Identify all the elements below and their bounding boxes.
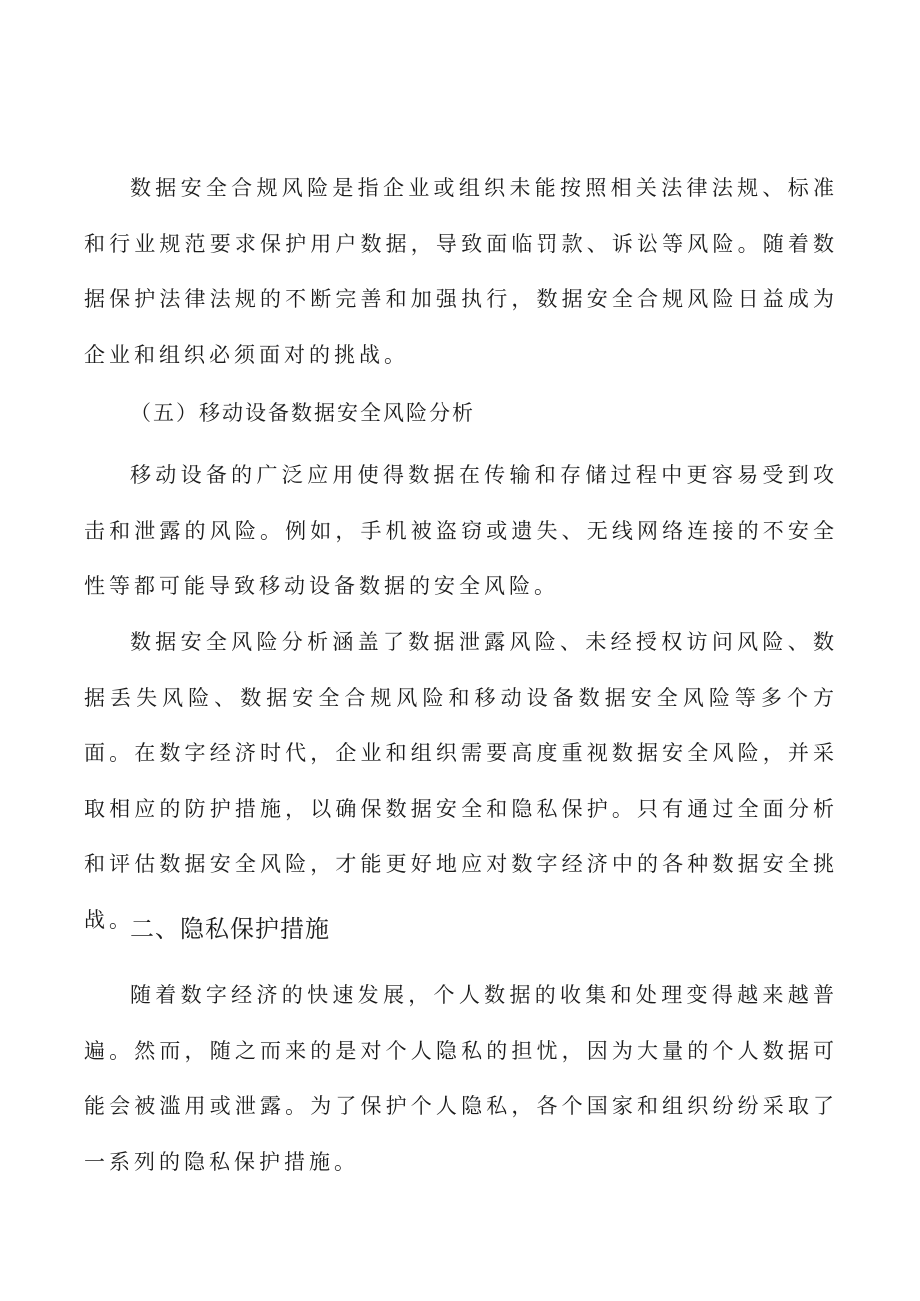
paragraph-privacy-intro: 随着数字经济的快速发展，个人数据的收集和处理变得越来越普遍。然而，随之而来的是对个人隐私的担忧，因为大量的个人数据可能会被滥用或泄露。为了保护个人隐私，各个国家和组织纷纷采取了一系列的隐私保护措施。 [84, 983, 838, 1174]
paragraph-risk-summary: 数据安全风险分析涵盖了数据泄露风险、未经授权访问风险、数据丢失风险、数据安全合规风险和移动设备数据安全风险等多个方面。在数字经济时代，企业和组织需要高度重视数据安全风险，并采取相应的防护措施，以确保数据安全和隐私保护。只有通过全面分析和评估数据安全风险，才能更好地应对数字经济中的各种数据安全挑战。 [84, 630, 838, 932]
paragraph-compliance-risk: 数据安全合规风险是指企业或组织未能按照相关法律法规、标准和行业规范要求保护用户数据，导致面临罚款、诉讼等风险。随着数据保护法律法规的不断完善和加强执行，数据安全合规风险日益成为企业和组织必须面对的挑战。 [84, 176, 838, 367]
paragraph-mobile-risk: 移动设备的广泛应用使得数据在传输和存储过程中更容易受到攻击和泄露的风险。例如，手机被盗窃或遗失、无线网络连接的不安全性等都可能导致移动设备数据的安全风险。 [84, 463, 838, 598]
section-heading-privacy-measures: 二、隐私保护措施 [130, 915, 330, 943]
subheading-mobile-device-risk: （五）移动设备数据安全风险分析 [130, 401, 475, 425]
